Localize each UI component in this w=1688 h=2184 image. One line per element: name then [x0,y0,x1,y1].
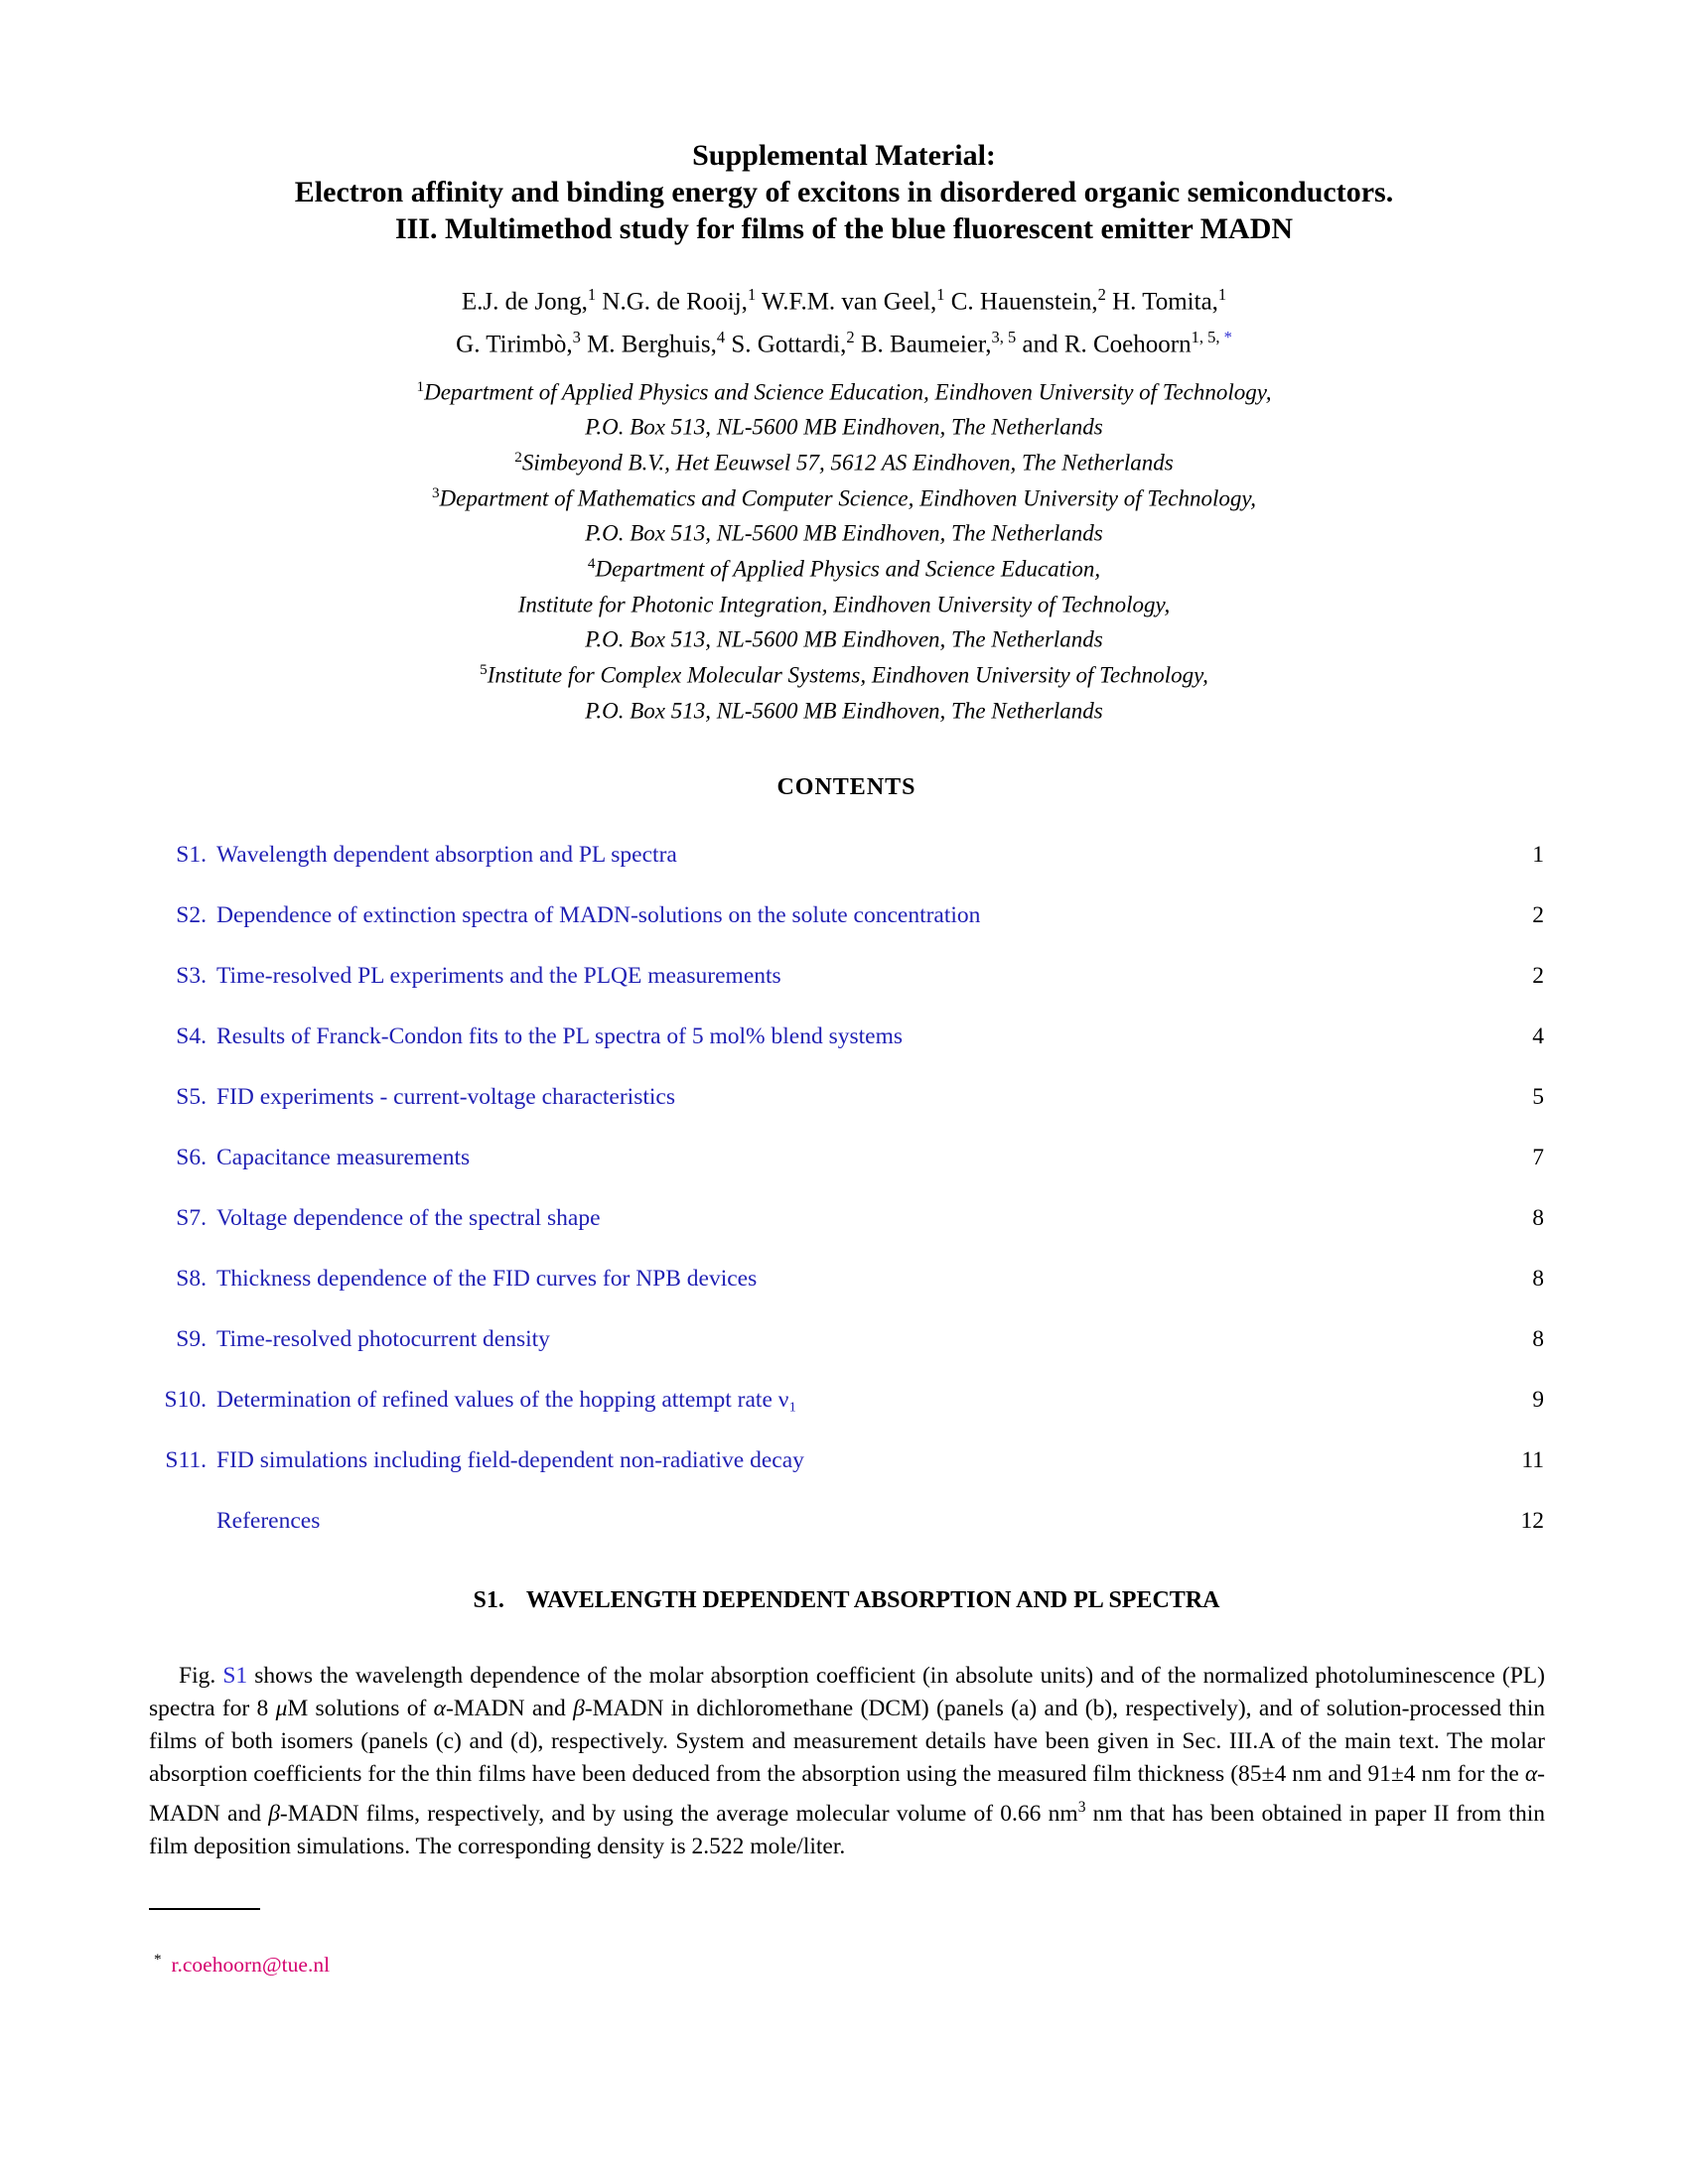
toc-entry-page-number: 12 [1520,1508,1544,1534]
section-number: S1. [473,1587,504,1613]
toc-entry-page-number: 5 [1532,1084,1544,1110]
toc-entry-number: S8. [176,1266,207,1292]
toc-entry-title: Dependence of extinction spectra of MADN-solutions on the solute concentration [216,902,981,928]
toc-entry-number: S4. [176,1024,207,1049]
toc-entry[interactable] [149,1326,1544,1353]
toc-entry-page-number: 8 [1532,1266,1544,1292]
toc-entry[interactable] [149,1447,1544,1474]
affiliation-line [0,513,1688,549]
affiliation-line [0,655,1688,691]
toc-entry-title: FID simulations including field-dependent non-radiative decay [216,1447,804,1473]
affiliation-text: P.O. Box 513, NL-5600 MB Eindhoven, The Netherlands [585,414,1103,440]
toc-entry-page-number: 2 [1532,963,1544,989]
toc-entry-title: Thickness dependence of the FID curves for NPB devices [216,1266,758,1292]
affiliation-superscript: 1 [416,377,425,395]
affiliation-line [0,478,1688,514]
paper-title-line-1: Supplemental Material: [692,139,996,172]
footnote-text [149,1952,943,1978]
toc-entry-page-number: 8 [1532,1205,1544,1231]
toc-entry[interactable] [149,1084,1544,1111]
toc-entry-title: References [216,1508,321,1534]
affiliation-line [0,585,1688,620]
toc-entry-title: Determination of refined values of the hopping attempt rate ν₁ [216,1387,797,1413]
affiliation-line [0,443,1688,478]
author-line-2: G. Tirimbò,$^3$ M. Berghuis,$^4$ S. Gottardi,$^2$ B. Baumeier,$^{3, 5}$ and R. Coehoorn$^{1, 5,}$ * [456,328,1232,358]
contents-heading: CONTENTS [776,774,916,800]
toc-entry[interactable] [149,1205,1544,1232]
toc-entry[interactable] [149,963,1544,990]
footnote-email-link[interactable]: r.coehoorn@tue.nl [171,1953,331,1978]
toc-entry-number: S7. [176,1205,207,1231]
footnote-rule [149,1908,260,1910]
affiliation-text: Institute for Photonic Integration, Eindhoven University of Technology, [517,592,1171,617]
affiliation-line [0,407,1688,443]
toc-entry-page-number: 9 [1532,1387,1544,1413]
toc-entry-title: Results of Franck-Condon fits to the PL spectra of 5 mol% blend systems [216,1024,903,1049]
affiliation-superscript: 2 [514,448,522,466]
toc-entry[interactable] [149,1508,1544,1535]
corresponding-author-star-link[interactable]: * [1223,328,1232,347]
toc-entry-number: S9. [176,1326,207,1352]
toc-entry-page-number: 7 [1532,1145,1544,1170]
toc-entry-number: S1. [176,842,207,868]
affiliation-text: Department of Applied Physics and Science Education, Eindhoven University of Technology, [424,379,1272,405]
toc-entry-number: S6. [176,1145,207,1170]
toc-entry-number: S3. [176,963,207,989]
toc-entry-number: S11. [165,1447,207,1473]
toc-entry-title: Voltage dependence of the spectral shape [216,1205,601,1231]
affiliation-line [0,372,1688,408]
footnote-block [149,1908,943,1978]
table-of-contents [149,774,1544,1569]
affiliation-text: Institute for Complex Molecular Systems, Eindhoven University of Technology, [487,662,1208,688]
toc-entry[interactable] [149,1024,1544,1050]
toc-entry-page-number: 11 [1521,1447,1544,1473]
author-line-1: E.J. de Jong,$^1$ N.G. de Rooij,$^1$ W.F.M. van Geel,$^1$ C. Hauenstein,$^2$ H. Tomita,$^1$ [461,285,1227,316]
section-heading [149,1587,1544,1614]
toc-entry-title: Time-resolved photocurrent density [216,1326,550,1352]
toc-entry-page-number: 8 [1532,1326,1544,1352]
affiliation-superscript: 4 [587,554,596,572]
toc-entry[interactable] [149,1266,1544,1293]
section-title: WAVELENGTH DEPENDENT ABSORPTION AND PL SPECTRA [525,1587,1220,1613]
toc-entry[interactable] [149,1387,1544,1414]
paper-title-line-3: III. Multimethod study for films of the blue fluorescent emitter MADN [394,212,1294,245]
toc-list [149,842,1544,1535]
author-list [0,277,1688,363]
body-paragraph: Fig. S1 shows the wavelength dependence of the molar absorption coefficient (in absolute units) and of the normalized photoluminescence (PL) spectra for 8 μM solutions of α-MADN and β-MADN in dichloromethane (DCM) (panels (a) and (b), respectively), and of solution-processed thin films of both isomers (panels (c) and (d), respectively. System and measurement details have been given in Sec. III.A of the main text. The molar absorption coefficients for the thin films have been deduced from the absorption using the measured film thickness (85±4 nm and 91±4 nm for the α-MADN and β-MADN films, respectively, and by using the average molecular volume of 0.66 $nm^3$ nm that has been obtained in paper II from thin film deposition simulations. The corresponding density is 2.522 mole/liter. [149,1663,1545,1859]
affiliation-text: P.O. Box 513, NL-5600 MB Eindhoven, The Netherlands [585,698,1103,724]
toc-entry-title: Time-resolved PL experiments and the PLQE measurements [216,963,781,989]
toc-entry[interactable] [149,842,1544,869]
affiliation-text: Simbeyond B.V., Het Eeuwsel 57, 5612 AS Eindhoven, The Netherlands [521,450,1174,476]
affiliation-text: P.O. Box 513, NL-5600 MB Eindhoven, The Netherlands [585,520,1103,546]
paper-title-line-2: Electron affinity and binding energy of excitons in disordered organic semiconductors. [294,176,1394,208]
toc-entry-page-number: 2 [1532,902,1544,928]
affiliation-line [0,619,1688,655]
figure-s1-link[interactable]: S1 [222,1663,248,1689]
toc-entry[interactable] [149,1145,1544,1171]
toc-entry-number: S5. [176,1084,207,1110]
toc-entry-number: S2. [176,902,207,928]
toc-entry-title: FID experiments - current-voltage characteristics [216,1084,675,1110]
affiliation-text: Department of Applied Physics and Science Education, [595,556,1101,582]
toc-entry-page-number: 1 [1532,842,1544,868]
paper-header [0,137,1688,726]
affiliation-text: P.O. Box 513, NL-5600 MB Eindhoven, The Netherlands [585,626,1103,652]
affiliation-superscript: 3 [431,483,440,501]
affiliation-text: Department of Mathematics and Computer Science, Eindhoven University of Technology, [439,485,1257,511]
affiliation-superscript: 5 [480,660,488,678]
toc-entry-title: Wavelength dependent absorption and PL spectra [216,842,677,868]
toc-entry[interactable] [149,902,1544,929]
toc-entry-title: Capacitance measurements [216,1145,471,1170]
affiliation-line [0,691,1688,727]
toc-entry-number: S10. [164,1387,207,1413]
affiliation-line [0,549,1688,585]
footnote-marker: * [154,1952,162,1968]
affiliation-list [0,372,1688,727]
toc-entry-page-number: 4 [1532,1024,1544,1049]
